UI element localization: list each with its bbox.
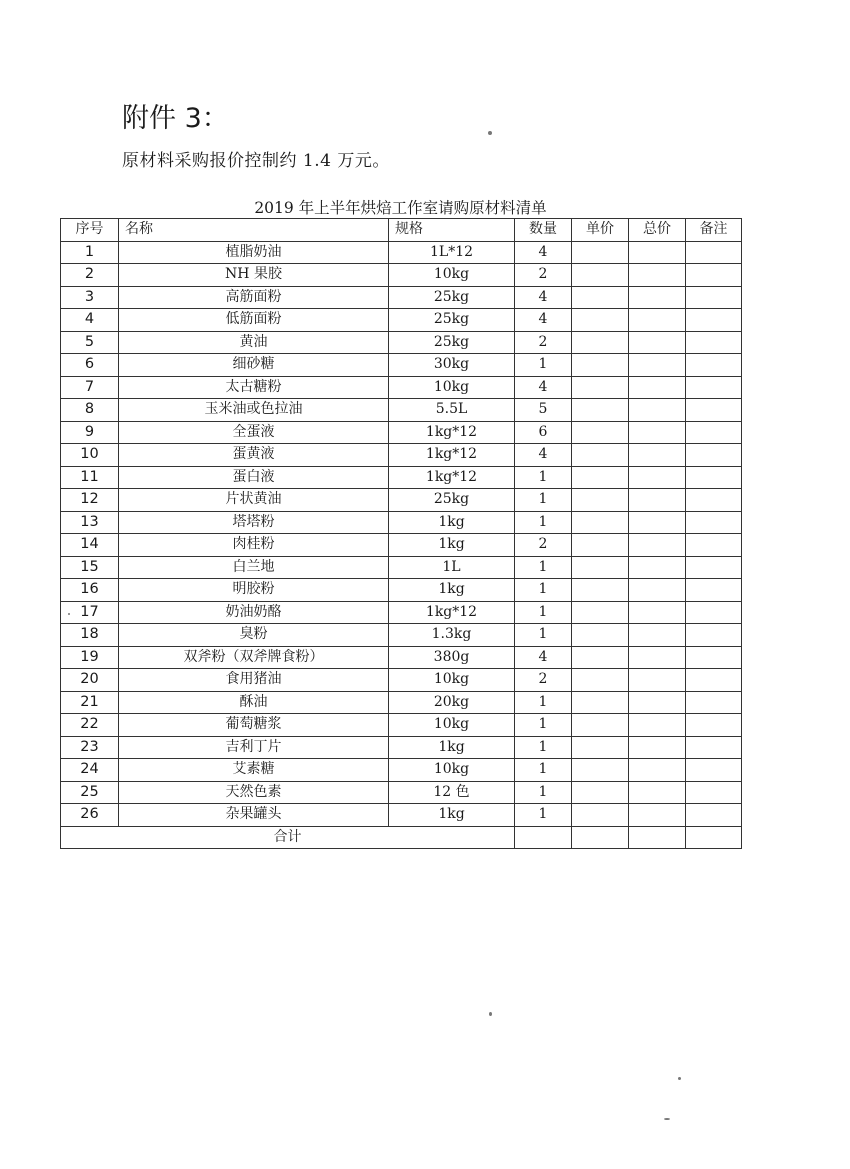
table-row xyxy=(61,601,742,624)
scan-speck xyxy=(664,1118,670,1120)
row-total-price xyxy=(629,241,686,264)
row-seq: 25 xyxy=(61,781,119,804)
row-remark xyxy=(686,489,742,512)
table-title: 2019 年上半年烘焙工作室请购原材料清单 xyxy=(254,199,547,217)
row-remark xyxy=(686,376,742,399)
table-row xyxy=(61,241,742,264)
table-row xyxy=(61,354,742,377)
row-name: 酥油 xyxy=(119,691,389,714)
row-total-price xyxy=(629,376,686,399)
row-remark xyxy=(686,534,742,557)
row-name: NH 果胶 xyxy=(119,264,389,287)
row-unit-price xyxy=(572,286,629,309)
row-name: 塔塔粉 xyxy=(119,511,389,534)
table-row xyxy=(61,646,742,669)
row-spec: 10kg xyxy=(389,264,515,287)
row-unit-price xyxy=(572,309,629,332)
row-qty: 1 xyxy=(515,556,572,579)
row-unit-price xyxy=(572,691,629,714)
row-qty: 2 xyxy=(515,534,572,557)
row-name: 白兰地 xyxy=(119,556,389,579)
row-remark xyxy=(686,714,742,737)
row-qty: 6 xyxy=(515,421,572,444)
row-remark xyxy=(686,511,742,534)
row-remark xyxy=(686,691,742,714)
row-qty: 1 xyxy=(515,489,572,512)
row-spec: 25kg xyxy=(389,286,515,309)
row-total-price xyxy=(629,601,686,624)
row-qty: 1 xyxy=(515,781,572,804)
scan-speck xyxy=(68,613,70,615)
row-name: 肉桂粉 xyxy=(119,534,389,557)
row-spec: 30kg xyxy=(389,354,515,377)
row-spec: 1kg xyxy=(389,534,515,557)
row-seq: 16 xyxy=(61,579,119,602)
row-seq: 13 xyxy=(61,511,119,534)
row-total-price xyxy=(629,354,686,377)
row-spec: 1kg*12 xyxy=(389,466,515,489)
row-spec: 5.5L xyxy=(389,399,515,422)
table-row xyxy=(61,489,742,512)
row-spec: 1kg xyxy=(389,804,515,827)
row-name: 臭粉 xyxy=(119,624,389,647)
row-remark xyxy=(686,354,742,377)
table-row xyxy=(61,309,742,332)
total-unit-price-cell xyxy=(572,826,629,849)
row-total-price xyxy=(629,804,686,827)
row-seq: 23 xyxy=(61,736,119,759)
row-qty: 5 xyxy=(515,399,572,422)
row-spec: 1kg*12 xyxy=(389,444,515,467)
table-row xyxy=(61,579,742,602)
row-qty: 4 xyxy=(515,376,572,399)
row-remark xyxy=(686,421,742,444)
row-unit-price xyxy=(572,601,629,624)
row-unit-price xyxy=(572,624,629,647)
total-label: 合计 xyxy=(61,826,515,849)
row-unit-price xyxy=(572,354,629,377)
row-spec: 12 色 xyxy=(389,781,515,804)
row-qty: 1 xyxy=(515,601,572,624)
row-seq: 24 xyxy=(61,759,119,782)
row-qty: 4 xyxy=(515,309,572,332)
row-total-price xyxy=(629,579,686,602)
row-seq: 18 xyxy=(61,624,119,647)
row-unit-price xyxy=(572,759,629,782)
table-row xyxy=(61,444,742,467)
row-remark xyxy=(686,601,742,624)
row-unit-price xyxy=(572,534,629,557)
total-qty-cell xyxy=(515,826,572,849)
row-spec: 1kg xyxy=(389,511,515,534)
row-seq: 6 xyxy=(61,354,119,377)
row-seq: 8 xyxy=(61,399,119,422)
row-total-price xyxy=(629,624,686,647)
row-remark xyxy=(686,264,742,287)
row-unit-price xyxy=(572,241,629,264)
row-spec: 25kg xyxy=(389,309,515,332)
row-spec: 380g xyxy=(389,646,515,669)
row-remark xyxy=(686,624,742,647)
row-seq: 12 xyxy=(61,489,119,512)
row-name: 太古糖粉 xyxy=(119,376,389,399)
row-unit-price xyxy=(572,331,629,354)
row-seq: 14 xyxy=(61,534,119,557)
scan-speck xyxy=(488,131,492,135)
row-total-price xyxy=(629,759,686,782)
budget-note: 原材料采购报价控制约 1.4 万元。 xyxy=(122,151,390,171)
row-name: 植脂奶油 xyxy=(119,241,389,264)
row-spec: 1kg xyxy=(389,579,515,602)
header-unit-price: 单价 xyxy=(572,219,629,242)
row-seq: 15 xyxy=(61,556,119,579)
table-row xyxy=(61,736,742,759)
table-row xyxy=(61,511,742,534)
row-qty: 4 xyxy=(515,241,572,264)
row-seq: 26 xyxy=(61,804,119,827)
row-total-price xyxy=(629,646,686,669)
table-row xyxy=(61,399,742,422)
row-spec: 1kg*12 xyxy=(389,601,515,624)
row-remark xyxy=(686,736,742,759)
row-name: 双斧粉（双斧牌食粉） xyxy=(119,646,389,669)
row-name: 吉利丁片 xyxy=(119,736,389,759)
row-unit-price xyxy=(572,669,629,692)
row-qty: 1 xyxy=(515,579,572,602)
table-row xyxy=(61,331,742,354)
row-name: 黄油 xyxy=(119,331,389,354)
row-unit-price xyxy=(572,556,629,579)
table-row xyxy=(61,264,742,287)
row-seq: 9 xyxy=(61,421,119,444)
row-name: 明胶粉 xyxy=(119,579,389,602)
row-unit-price xyxy=(572,804,629,827)
row-unit-price xyxy=(572,444,629,467)
row-qty: 1 xyxy=(515,714,572,737)
row-seq: 20 xyxy=(61,669,119,692)
row-unit-price xyxy=(572,421,629,444)
row-total-price xyxy=(629,264,686,287)
materials-table xyxy=(60,218,742,849)
row-total-price xyxy=(629,534,686,557)
row-remark xyxy=(686,579,742,602)
row-remark xyxy=(686,241,742,264)
row-total-price xyxy=(629,466,686,489)
row-unit-price xyxy=(572,511,629,534)
row-remark xyxy=(686,781,742,804)
row-total-price xyxy=(629,489,686,512)
row-unit-price xyxy=(572,736,629,759)
row-total-price xyxy=(629,714,686,737)
row-name: 葡萄糖浆 xyxy=(119,714,389,737)
row-spec: 10kg xyxy=(389,669,515,692)
total-remark-cell xyxy=(686,826,742,849)
row-remark xyxy=(686,399,742,422)
row-seq: 10 xyxy=(61,444,119,467)
row-name: 蛋白液 xyxy=(119,466,389,489)
row-spec: 1kg*12 xyxy=(389,421,515,444)
row-unit-price xyxy=(572,466,629,489)
row-seq: 22 xyxy=(61,714,119,737)
row-qty: 1 xyxy=(515,624,572,647)
header-remark: 备注 xyxy=(686,219,742,242)
table-row xyxy=(61,624,742,647)
row-spec: 10kg xyxy=(389,714,515,737)
row-total-price xyxy=(629,511,686,534)
row-unit-price xyxy=(572,264,629,287)
row-remark xyxy=(686,556,742,579)
row-unit-price xyxy=(572,781,629,804)
row-name: 细砂糖 xyxy=(119,354,389,377)
row-qty: 2 xyxy=(515,669,572,692)
row-seq: 11 xyxy=(61,466,119,489)
row-total-price xyxy=(629,669,686,692)
row-remark xyxy=(686,804,742,827)
row-seq: 5 xyxy=(61,331,119,354)
row-unit-price xyxy=(572,489,629,512)
row-qty: 4 xyxy=(515,286,572,309)
row-remark xyxy=(686,331,742,354)
row-name: 玉米油或色拉油 xyxy=(119,399,389,422)
row-total-price xyxy=(629,421,686,444)
row-qty: 1 xyxy=(515,354,572,377)
row-unit-price xyxy=(572,399,629,422)
table-row xyxy=(61,556,742,579)
row-remark xyxy=(686,466,742,489)
row-remark xyxy=(686,759,742,782)
row-name: 天然色素 xyxy=(119,781,389,804)
row-total-price xyxy=(629,556,686,579)
table-row xyxy=(61,759,742,782)
row-unit-price xyxy=(572,714,629,737)
row-remark xyxy=(686,286,742,309)
row-name: 杂果罐头 xyxy=(119,804,389,827)
row-spec: 20kg xyxy=(389,691,515,714)
row-total-price xyxy=(629,309,686,332)
row-remark xyxy=(686,309,742,332)
row-qty: 1 xyxy=(515,759,572,782)
row-name: 全蛋液 xyxy=(119,421,389,444)
table-row xyxy=(61,376,742,399)
row-total-price xyxy=(629,691,686,714)
table-row xyxy=(61,714,742,737)
table-row xyxy=(61,804,742,827)
row-seq: 2 xyxy=(61,264,119,287)
table-row xyxy=(61,534,742,557)
row-qty: 1 xyxy=(515,804,572,827)
header-qty: 数量 xyxy=(515,219,572,242)
row-name: 片状黄油 xyxy=(119,489,389,512)
row-remark xyxy=(686,444,742,467)
row-seq: 7 xyxy=(61,376,119,399)
header-spec: 规格 xyxy=(389,219,515,242)
row-spec: 1kg xyxy=(389,736,515,759)
table-row xyxy=(61,781,742,804)
attachment-heading: 附件 3： xyxy=(122,103,229,134)
row-qty: 1 xyxy=(515,466,572,489)
table-row xyxy=(61,466,742,489)
row-unit-price xyxy=(572,579,629,602)
table-row xyxy=(61,669,742,692)
row-name: 奶油奶酪 xyxy=(119,601,389,624)
row-qty: 1 xyxy=(515,511,572,534)
row-seq: 17 xyxy=(61,601,119,624)
row-spec: 1.3kg xyxy=(389,624,515,647)
row-total-price xyxy=(629,331,686,354)
header-seq: 序号 xyxy=(61,219,119,242)
row-total-price xyxy=(629,736,686,759)
row-name: 低筋面粉 xyxy=(119,309,389,332)
total-row xyxy=(61,826,742,849)
table-row xyxy=(61,421,742,444)
scan-speck xyxy=(489,1012,492,1016)
row-qty: 1 xyxy=(515,736,572,759)
row-seq: 21 xyxy=(61,691,119,714)
row-total-price xyxy=(629,444,686,467)
row-qty: 2 xyxy=(515,331,572,354)
row-qty: 4 xyxy=(515,646,572,669)
row-spec: 25kg xyxy=(389,331,515,354)
row-seq: 3 xyxy=(61,286,119,309)
row-unit-price xyxy=(572,646,629,669)
row-seq: 19 xyxy=(61,646,119,669)
row-name: 高筋面粉 xyxy=(119,286,389,309)
row-qty: 1 xyxy=(515,691,572,714)
header-name: 名称 xyxy=(119,219,389,242)
row-total-price xyxy=(629,286,686,309)
row-name: 蛋黄液 xyxy=(119,444,389,467)
row-unit-price xyxy=(572,376,629,399)
row-qty: 4 xyxy=(515,444,572,467)
row-remark xyxy=(686,669,742,692)
table-header-row xyxy=(61,219,742,242)
header-total-price: 总价 xyxy=(629,219,686,242)
row-total-price xyxy=(629,781,686,804)
row-seq: 4 xyxy=(61,309,119,332)
total-price-cell xyxy=(629,826,686,849)
row-spec: 1L*12 xyxy=(389,241,515,264)
table-row xyxy=(61,286,742,309)
row-seq: 1 xyxy=(61,241,119,264)
scan-speck xyxy=(678,1077,681,1080)
table-row xyxy=(61,691,742,714)
row-name: 艾素糖 xyxy=(119,759,389,782)
row-qty: 2 xyxy=(515,264,572,287)
row-spec: 25kg xyxy=(389,489,515,512)
row-spec: 10kg xyxy=(389,376,515,399)
row-spec: 1L xyxy=(389,556,515,579)
row-spec: 10kg xyxy=(389,759,515,782)
row-remark xyxy=(686,646,742,669)
row-total-price xyxy=(629,399,686,422)
row-name: 食用猪油 xyxy=(119,669,389,692)
